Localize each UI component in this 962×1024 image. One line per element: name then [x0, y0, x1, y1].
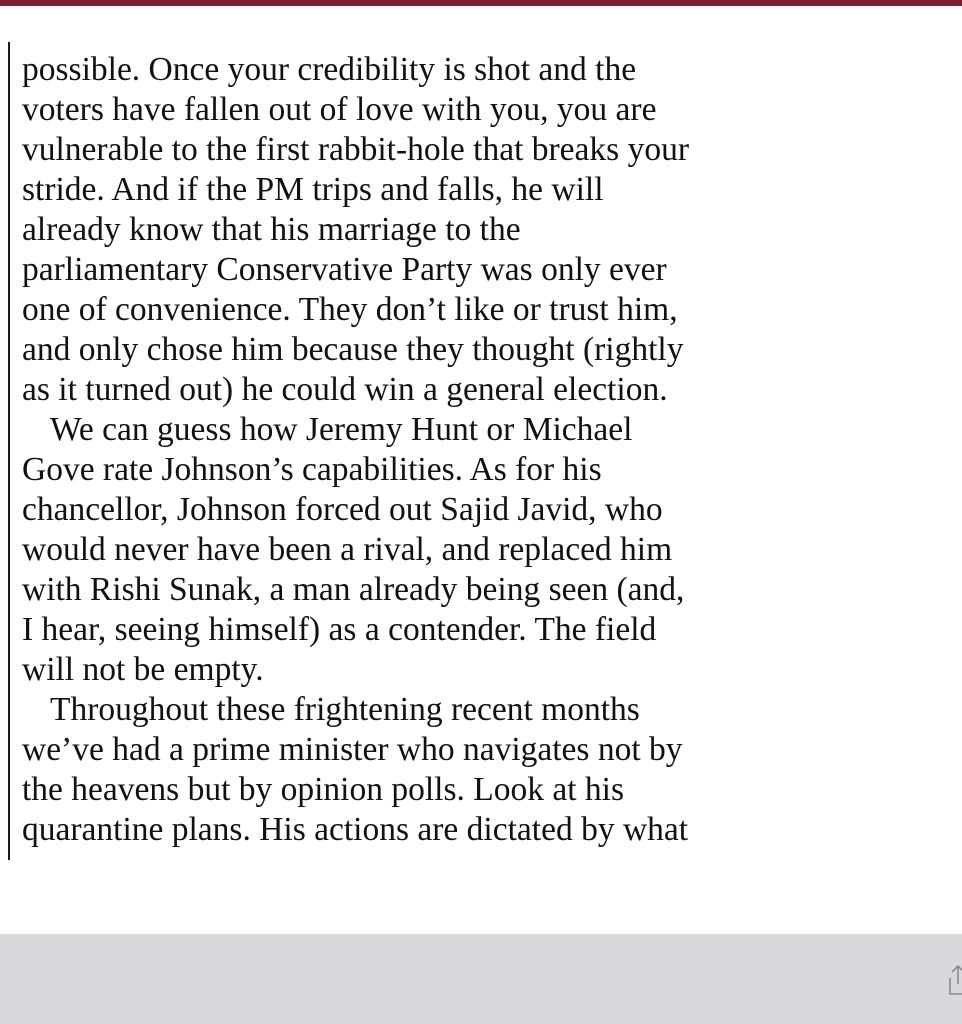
text-line: one of convenience. They don’t like or trust him,	[22, 291, 678, 328]
text-line: already know that his marriage to the	[22, 211, 521, 248]
text-line: with Rishi Sunak, a man already being seen (and,	[22, 571, 685, 608]
text-line: voters have fallen out of love with you, you are	[22, 91, 657, 128]
text-line: the heavens but by opinion polls. Look at his	[22, 771, 625, 808]
text-line: as it turned out) he could win a general election.	[22, 371, 668, 408]
share-icon[interactable]	[946, 962, 962, 998]
paragraph-first-line: We can guess how Jeremy Hunt or Michael	[50, 411, 633, 448]
article-body	[22, 50, 922, 850]
text-line: will not be empty.	[22, 651, 264, 688]
text-line: we’ve had a prime minister who navigates not by	[22, 731, 683, 768]
text-line: vulnerable to the first rabbit-hole that breaks your	[22, 131, 689, 168]
bottom-toolbar	[0, 934, 962, 1024]
text-line: would never have been a rival, and replaced him	[22, 531, 673, 568]
text-line: chancellor, Johnson forced out Sajid Javid, who	[22, 491, 663, 528]
text-line: stride. And if the PM trips and falls, he will	[22, 171, 604, 208]
text-line: I hear, seeing himself) as a contender. The field	[22, 611, 657, 648]
article-page	[0, 6, 962, 934]
text-line: quarantine plans. His actions are dictated by what	[22, 811, 689, 848]
paragraph-first-line: Throughout these frightening recent months	[50, 691, 640, 728]
text-line: and only chose him because they thought (rightly	[22, 331, 684, 368]
column-rule	[8, 42, 10, 860]
text-line: parliamentary Conservative Party was only ever	[22, 251, 667, 288]
text-line: Gove rate Johnson’s capabilities. As for his	[22, 451, 602, 488]
text-line: possible. Once your credibility is shot and the	[22, 51, 637, 88]
